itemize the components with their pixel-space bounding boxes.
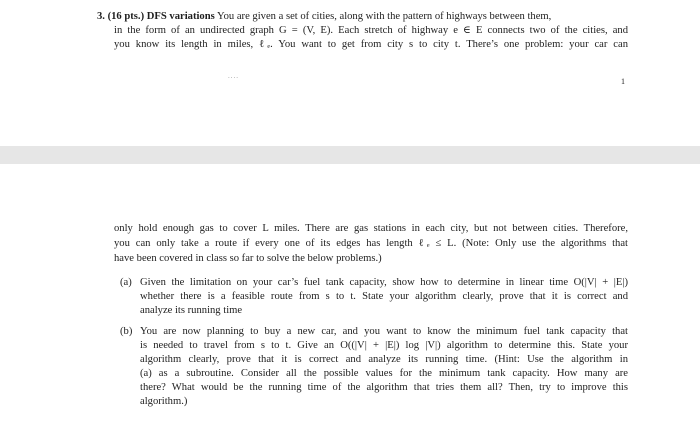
part-a-label: (a) [120,277,132,288]
ellipsis-mark: .... [228,72,239,80]
problem-number: 3. [97,11,105,22]
part-b-line-6: algorithm.) [140,396,188,407]
part-a-line-1: Given the limitation on your car’s fuel tank capacity, show how to determine in linear time O(|V| + |E|) [140,277,628,288]
part-b-line-5: there? What would be the running time of the algorithm that tries them all? Then, try to improve this [140,382,628,393]
intro-line-1: You are given a set of cities, along with the pattern of highways between them, [214,11,552,22]
part-b-line-3: algorithm clearly, prove that it is correct and analyze its running time. (Hint: Use the algorithm in [140,354,628,365]
part-a-line-3: analyze its running time [140,305,243,316]
page-separator [0,146,700,164]
part-b-line-1: You are now planning to buy a new car, and you want to know the minimum fuel tank capacity that [140,326,628,337]
part-b-line-2: is needed to travel from s to t. Give an O((|V| + |E|) log |V|) algorithm to determine this. State your [140,340,628,351]
intro-line-3: you know its length in miles, ℓₑ. You want to get from city s to city t. There’s one problem: your car can [114,39,628,50]
problem-heading-line [97,10,628,24]
continuation-line-2: you can only take a route if every one of its edges has length ℓₑ ≤ L. (Note: Only use the algorithms that [114,238,628,249]
page-marker: 1 [621,77,625,86]
problem-title: DFS variations [146,11,215,22]
continuation-line-1: only hold enough gas to cover L miles. There are gas stations in each city, but not between cities. Therefore, [114,223,628,234]
part-b-line-4: (a) as a subroutine. Consider all the possible values for the minimum tank capacity. How many are [140,368,628,379]
part-a-line-2: whether there is a feasible route from s to t. State your algorithm clearly, prove that it is correct and [140,291,628,302]
intro-line-2: in the form of an undirected graph G = (V, E). Each stretch of highway e ∈ E connects two of the cities, and [114,25,628,36]
continuation-line-3: have been covered in class so far to solve the below problems.) [114,253,382,264]
part-b-label: (b) [120,326,133,337]
problem-points: (16 pts.) [107,11,145,22]
